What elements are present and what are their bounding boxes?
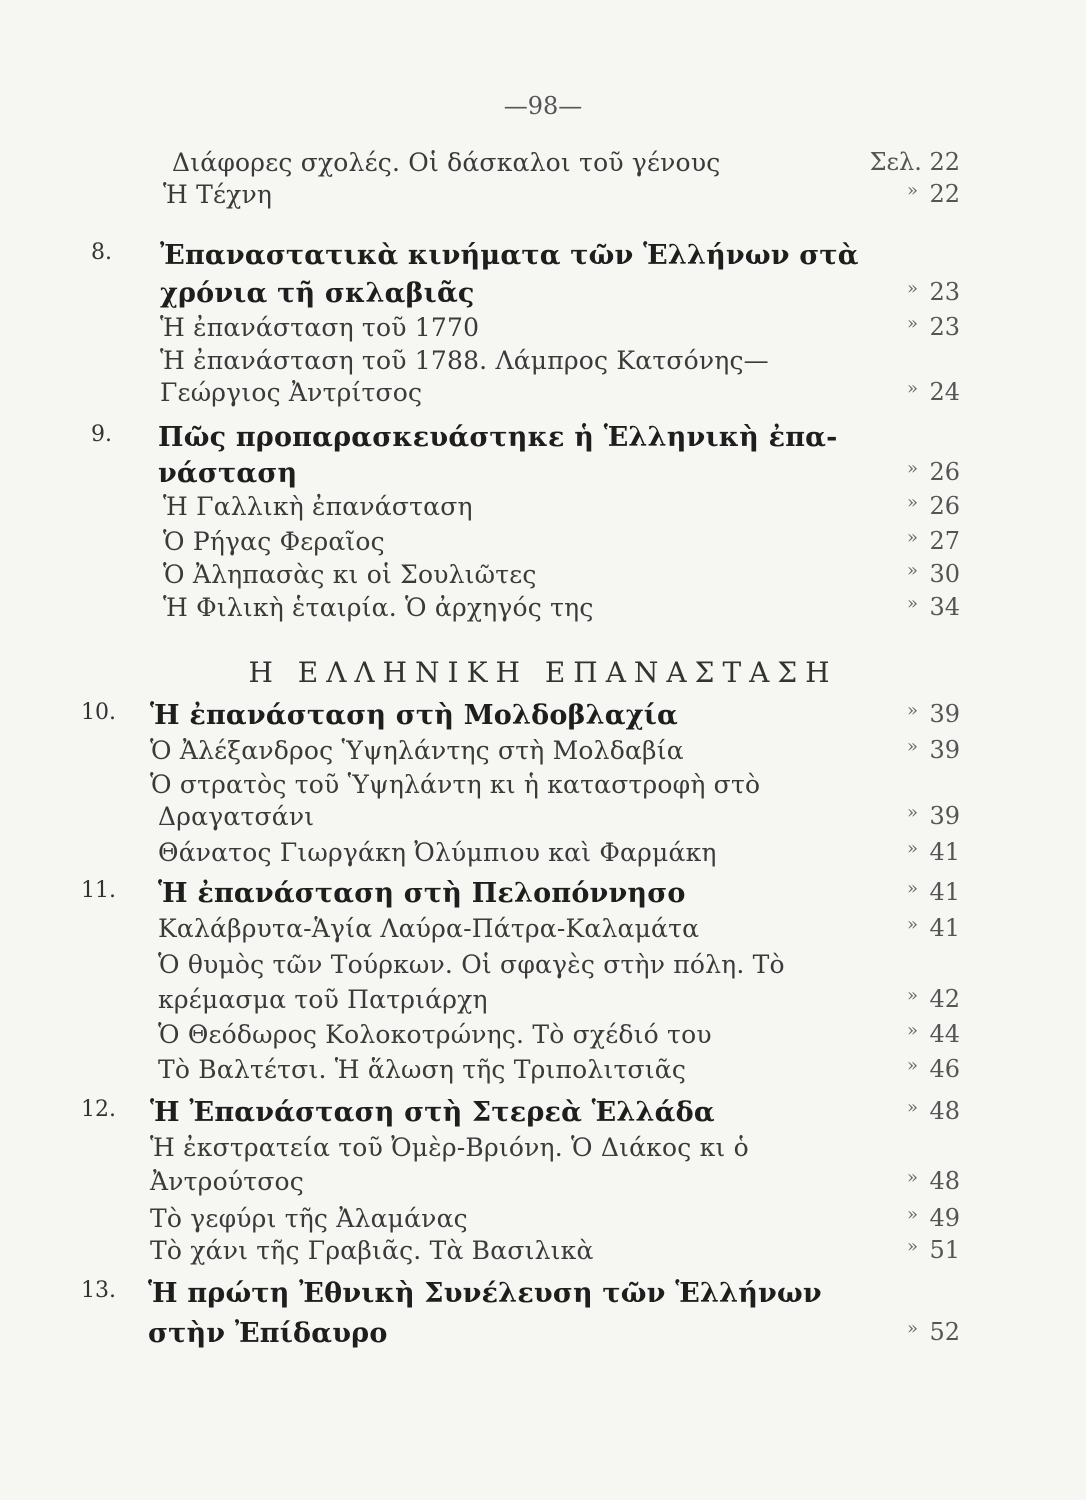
toc-line (0, 378, 1086, 414)
ditto-mark: » (906, 700, 918, 721)
chapter-number: 12. (81, 1097, 116, 1122)
toc-entry-text: Ἡ ἐπανάσταση τοῦ 1770 (160, 313, 480, 342)
toc-line (0, 985, 1086, 1021)
ditto-mark: » (906, 838, 918, 859)
chapter-title: Ἡ ἐπανάσταση στὴ Πελοπόννησο (158, 878, 686, 909)
ditto-mark: » (906, 1097, 918, 1118)
ditto-mark: » (906, 1055, 918, 1076)
toc-line (0, 838, 1086, 874)
chapter-title: χρόνια τῆ σκλαβιᾶς (160, 278, 475, 309)
chapter-title: στὴν Ἐπίδαυρο (148, 1318, 388, 1349)
toc-page-ref: 30 (929, 560, 960, 588)
toc-page-ref: 52 (929, 1318, 960, 1346)
chapter-title: Ἡ πρώτη Ἐθνικὴ Συνέλευση τῶν Ἑλλήνων (148, 1278, 822, 1309)
toc-page-ref: 41 (929, 838, 960, 866)
toc-entry-text: Καλάβρυτα-Ἁγία Λαύρα-Πάτρα-Καλαμάτα (158, 914, 700, 943)
toc-line (0, 1133, 1086, 1169)
toc-entry-text: Ἡ Φιλικὴ ἑταιρία. Ὁ ἀρχηγός της (163, 593, 594, 622)
toc-page-ref: 42 (929, 985, 960, 1013)
ditto-mark: » (906, 1204, 918, 1225)
ditto-mark: » (906, 878, 918, 899)
toc-entry-text: Ὁ θυμὸς τῶν Τούρκων. Οἱ σφαγὲς στὴν πόλη. Τὸ (158, 950, 785, 979)
ditto-mark: » (906, 560, 918, 581)
toc-chapter-line (0, 878, 1086, 914)
toc-page-ref: 27 (929, 527, 960, 555)
toc-entry-text: Τὸ γεφύρι τῆς Ἀλαμάνας (150, 1204, 468, 1233)
toc-line (0, 1318, 1086, 1354)
toc-chapter-line (0, 422, 1086, 458)
toc-page-ref: 26 (929, 492, 960, 520)
toc-line (0, 1236, 1086, 1272)
ditto-mark: » (906, 527, 918, 548)
toc-page-ref: 23 (929, 278, 960, 306)
toc-entry-text: Τὸ χάνι τῆς Γραβιᾶς. Τὰ Βασιλικὰ (150, 1236, 594, 1265)
ditto-mark: » (906, 180, 918, 201)
ditto-mark: » (906, 914, 918, 935)
toc-page-ref: 39 (929, 736, 960, 764)
toc-page-ref: 23 (929, 313, 960, 341)
toc-line (0, 802, 1086, 838)
chapter-number: 9. (91, 422, 112, 447)
toc-page-ref: 44 (929, 1020, 960, 1048)
toc-entry-text: Ὁ Ρήγας Φεραῖος (163, 527, 385, 556)
toc-line (0, 313, 1086, 349)
toc-chapter-line (0, 240, 1086, 276)
ditto-mark: » (906, 1167, 918, 1188)
toc-entry-text: Ὁ Θεόδωρος Κολοκοτρώνης. Τὸ σχέδιό του (158, 1020, 712, 1049)
toc-line (0, 278, 1086, 314)
ditto-mark: » (906, 313, 918, 334)
chapter-number: 11. (81, 878, 116, 903)
ditto-mark: » (906, 985, 918, 1006)
toc-entry-text: Ἡ ἐκστρατεία τοῦ Ὀμὲρ-Βριόνη. Ὁ Διάκος κι ὁ (150, 1133, 749, 1162)
toc-entry-text: Ἡ Τέχνη (163, 180, 273, 209)
toc-entry-text: Ὁ στρατὸς τοῦ Ὑψηλάντη κι ἡ καταστροφὴ στὸ (150, 770, 761, 799)
toc-page-ref: 51 (929, 1236, 960, 1264)
toc-page-ref: 48 (929, 1097, 960, 1125)
toc-line (0, 1167, 1086, 1203)
toc-line (0, 492, 1086, 528)
toc-page-ref: 26 (929, 458, 960, 486)
toc-entry-text: Τὸ Βαλτέτσι. Ἡ ἅλωση τῆς Τριπολιτσιᾶς (158, 1055, 687, 1084)
toc-entry-text: Δραγατσάνι (158, 802, 315, 831)
toc-entry-text: Ἡ ἐπανάσταση τοῦ 1788. Λάμπρος Κατσόνης— (160, 346, 769, 375)
toc-line (0, 458, 1086, 494)
toc-chapter-line (0, 700, 1086, 736)
ditto-mark: » (906, 736, 918, 757)
ditto-mark: » (906, 278, 918, 299)
toc-line (0, 914, 1086, 950)
toc-line (0, 346, 1086, 382)
toc-entry-text: Ὁ Ἀλέξανδρος Ὑψηλάντης στὴ Μολδαβία (150, 736, 684, 765)
ditto-mark: » (906, 1236, 918, 1257)
toc-line (0, 1020, 1086, 1056)
toc-page-ref: 34 (929, 593, 960, 621)
ditto-mark: » (906, 492, 918, 513)
toc-entry-text: Γεώργιος Ἀντρίτσος (160, 378, 423, 407)
toc-line (0, 950, 1086, 986)
toc-line (0, 560, 1086, 596)
toc-line (0, 180, 1086, 216)
chapter-number: 8. (91, 240, 112, 265)
ditto-mark: » (906, 458, 918, 479)
toc-page-ref: 24 (929, 378, 960, 406)
toc-page-ref: 41 (929, 914, 960, 942)
toc-line (0, 1204, 1086, 1240)
toc-entry-text: Διάφορες σχολές. Οἱ δάσκαλοι τοῦ γένους (172, 148, 721, 177)
toc-page-ref: 46 (929, 1055, 960, 1083)
toc-line (0, 593, 1086, 629)
chapter-title: Ἐπαναστατικὰ κινήματα τῶν Ἑλλήνων στὰ (160, 240, 859, 271)
chapter-title: Ἡ ἐπανάσταση στὴ Μολδοβλαχία (150, 700, 678, 731)
toc-page-ref: 49 (929, 1204, 960, 1232)
toc-chapter-line (0, 1097, 1086, 1133)
toc-entry-text: κρέμασμα τοῦ Πατριάρχη (158, 985, 488, 1014)
section-heading: Η ΕΛΛΗΝΙΚΗ ΕΠΑΝΑΣΤΑΣΗ (248, 656, 838, 689)
toc-entry-text: Ὁ Ἀληπασὰς κι οἱ Σουλιῶτες (163, 560, 537, 589)
toc-page-ref: 39 (929, 700, 960, 728)
toc-page-ref: 48 (929, 1167, 960, 1195)
chapter-number: 10. (81, 700, 116, 725)
chapter-number: 13. (81, 1278, 116, 1303)
ditto-mark: » (906, 378, 918, 399)
chapter-title: Πῶς προπαρασκευάστηκε ἡ Ἑλληνικὴ ἐπα- (158, 422, 838, 453)
toc-page-ref: 22 (929, 180, 960, 208)
toc-entry-text: Ἡ Γαλλικὴ ἐπανάσταση (163, 492, 473, 521)
ditto-mark: » (906, 802, 918, 823)
chapter-title: νάσταση (158, 458, 298, 489)
toc-page-ref: 39 (929, 802, 960, 830)
toc-line (0, 770, 1086, 806)
toc-chapter-line (0, 1278, 1086, 1314)
toc-line (0, 527, 1086, 563)
toc-line (0, 148, 1086, 184)
toc-page-ref: Σελ. 22 (869, 148, 960, 176)
page-number: —98— (503, 92, 583, 120)
ditto-mark: » (906, 1318, 918, 1339)
toc-line (0, 1055, 1086, 1091)
toc-line (0, 736, 1086, 772)
ditto-mark: » (906, 1020, 918, 1041)
chapter-title: Ἡ Ἐπανάσταση στὴ Στερεὰ Ἑλλάδα (150, 1097, 715, 1128)
toc-page-ref: 41 (929, 878, 960, 906)
ditto-mark: » (906, 593, 918, 614)
toc-entry-text: Ἀντρούτσος (150, 1167, 304, 1196)
toc-entry-text: Θάνατος Γιωργάκη Ὀλύμπιου καὶ Φαρμάκη (158, 838, 717, 867)
